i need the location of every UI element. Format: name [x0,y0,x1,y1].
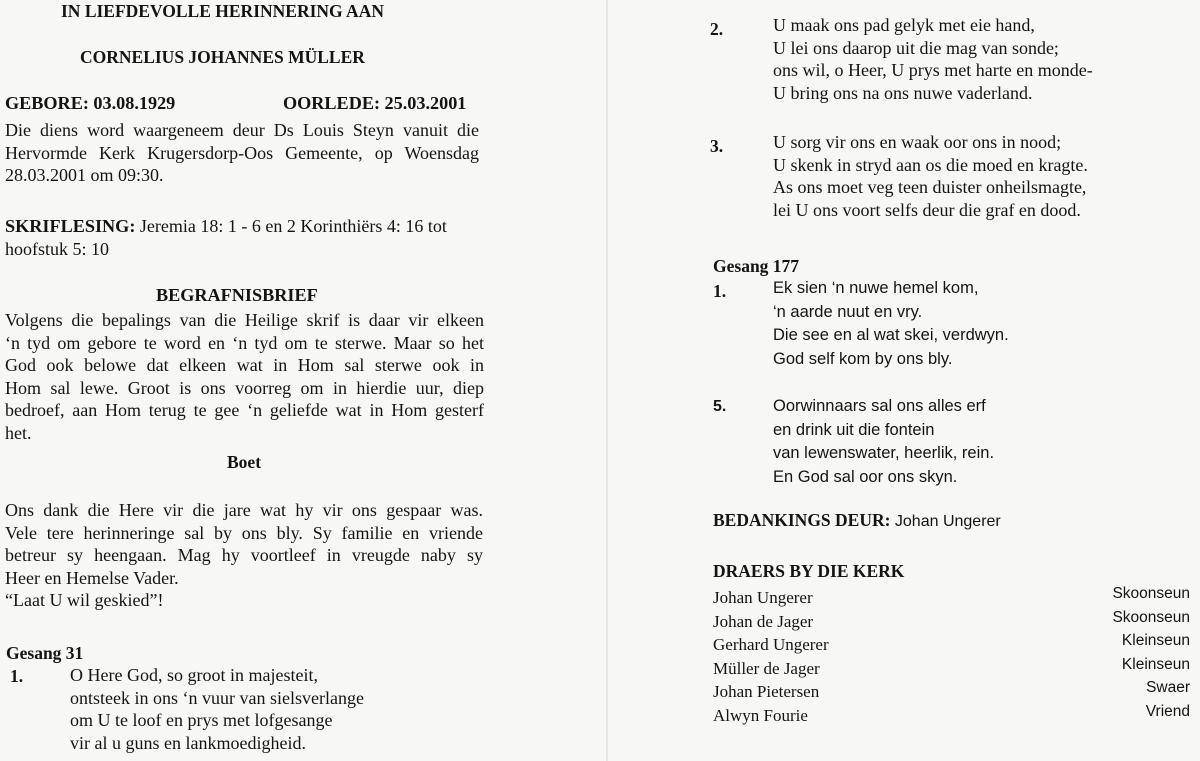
verse-number: 1. [10,666,24,686]
hymn-line: om U te loof en prys met lofgesange [70,710,333,731]
bearer-relation: Vriend [1145,702,1190,720]
hymn-line: ontsteek in ons ‘n vuur van sielsverlange [70,687,364,708]
bearers-title: DRAERS BY DIE KERK [713,561,905,581]
bearer-name: Alwyn Fourie [713,705,808,725]
hymn-line: U lei ons daarop uit die mag van sonde; [773,37,1059,58]
right-page [610,0,1200,761]
hymn-line: U maak ons pad gelyk met eie hand, [773,15,1035,35]
bearer-name: Johan de Jager [713,611,814,631]
bearer-name: Johan Pietersen [713,682,820,702]
thanks-line: betreur sy heengaan. Mag hy voortleef in vreugde naby sy [5,545,483,566]
hymn-line: en drink uit die fontein [773,420,935,439]
hymn-line: lei U ons voort selfs deur die graf en dood. [773,199,1081,220]
hymn-line: U bring ons na ons nuwe vaderland. [773,82,1033,103]
hymn-line: ons wil, o Heer, U prys met harte en monde- [773,60,1093,81]
bearer-relation: Swaer [1146,679,1190,697]
thanks-name: Johan Ungerer [890,513,1001,530]
bearer-relation: Kleinseun [1121,655,1190,673]
letter-line: ‘n tyd om gebore te word en ‘n tyd om te sterwe. Maar so het [5,332,484,353]
hymn-title: Gesang 177 [713,256,800,276]
deceased-name: CORNELIUS JOHANNES MÜLLER [80,47,365,67]
thanks-label: BEDANKINGS DEUR: [713,510,891,530]
hymn-line: vir al u guns en lankmoedigheid. [70,732,306,753]
scripture-paragraph [5,215,493,260]
hymn-line: Oorwinnaars sal ons alles erf [773,397,986,415]
verse-number: 1. [713,281,727,301]
hymn-line: En God sal oor ons skyn. [773,467,958,486]
scripture-text: Jeremia 18: 1 - 6 en 2 Korinthiërs 4: 16 tot [135,216,447,236]
bearer-name: Gerhard Ungerer [713,635,829,655]
born-date: GEBORE: 03.08.1929 [5,93,176,113]
letter-title: BEGRAFNISBRIEF [156,285,318,305]
verse-number: 2. [710,19,724,39]
thanks-by [713,510,1001,531]
letter-paragraph [5,309,484,445]
bearer-row [713,656,1190,680]
scripture-label: SKRIFLESING: [5,216,136,236]
hymn-verse [773,14,1093,104]
bearer-row [713,703,1190,727]
quote: “Laat U wil geskied”! [5,590,164,611]
hymn-verse [773,395,994,489]
bearer-name: Johan Ungerer [713,588,813,607]
bearer-relation: Skoonseun [1112,585,1190,602]
hymn-line: Ek sien ‘n nuwe hemel kom, [773,279,979,297]
hymn-line: van lewenswater, heerlik, rein. [773,444,995,462]
bearer-row [713,679,1190,703]
hymn-line: As ons moet veg teen duister onheilsmagte, [773,177,1087,198]
hymn-line: God self kom by ons bly. [773,349,953,368]
nickname: Boet [227,452,262,472]
bearers-list [713,585,1190,727]
died-date: OORLEDE: 25.03.2001 [283,93,467,113]
hymn-verse [773,277,1009,371]
verse-number: 5. [713,398,727,415]
bearer-relation: Kleinseun [1121,632,1190,650]
hymn-verse [773,131,1088,221]
scripture-line [5,215,493,238]
service-line: Hervormde Kerk Krugersdorp-Oos Gemeente, op Woensdag [5,142,479,163]
scripture-text-continued: hoofstuk 5: 10 [5,238,110,259]
bearer-row [713,632,1190,656]
thanks-line: Vele tere herinneringe sal by ons bly. Sy familie en vriende [5,522,483,543]
hymn-verse [70,664,364,754]
letter-line: bedroef, aan Hom terug te gee ‘n geliefde wat in Hom gesterf [5,400,484,421]
memorial-heading: IN LIEFDEVOLLE HERINNERING AAN [61,1,384,21]
bearer-row [713,585,1190,609]
thanks-paragraph [5,499,483,612]
bearer-name: Müller de Jager [713,658,820,678]
letter-line: God ook belowe dat elkeen wat in Hom sal sterwe ook in [5,355,484,376]
hymn-line: U sorg vir ons en waak oor ons in nood; [773,132,1062,152]
hymn-line: O Here God, so groot in majesteit, [70,665,318,685]
hymn-title: Gesang 31 [6,643,84,663]
service-paragraph [5,119,479,187]
verse-number: 3. [710,136,724,156]
hymn-line: ‘n aarde nuut en vry. [773,302,923,321]
letter-line: Volgens die bepalings van die Heilige skrif is daar vir elkeen [5,310,484,330]
thanks-line: Ons dank die Here vir die jare wat hy vir ons gespaar was. [5,500,483,520]
bearer-relation: Skoonseun [1112,608,1190,626]
hymn-line: Die see en al wat skei, verdwyn. [773,326,1009,344]
letter-line: Hom sal lewe. Groot is ons voorreg om in hierdie uur, diep [5,377,484,398]
thanks-line: Heer en Hemelse Vader. [5,567,179,588]
bearer-row [713,609,1190,633]
service-line: Die diens word waargeneem deur Ds Louis Steyn vanuit die [5,120,479,140]
letter-line: het. [5,422,32,443]
hymn-line: U skenk in stryd aan os die moed en kragte. [773,154,1088,175]
service-line: 28.03.2001 om 09:30. [5,165,164,186]
